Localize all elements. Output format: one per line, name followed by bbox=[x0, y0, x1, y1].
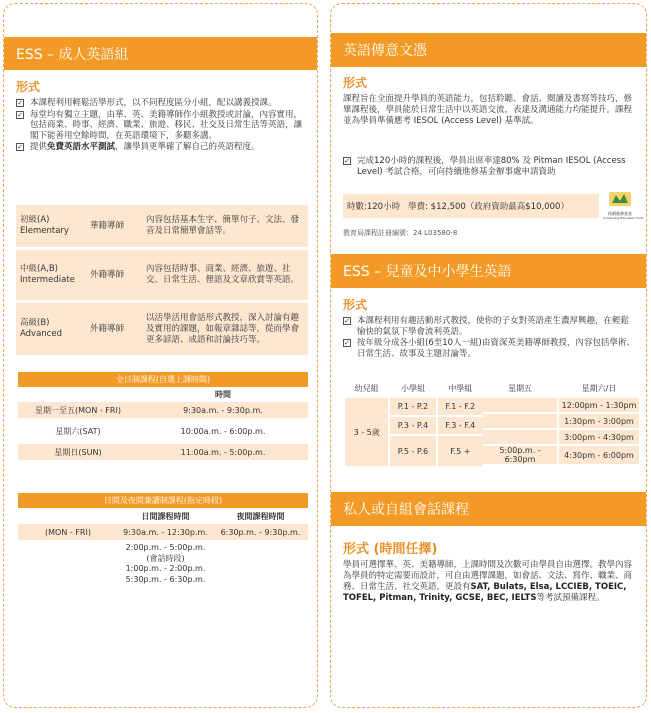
esol-title-bar bbox=[331, 33, 646, 67]
esol-hours: 時數:120小時 bbox=[347, 202, 401, 212]
checkbox-icon: ✓ bbox=[17, 99, 23, 107]
checkbox-icon: ✓ bbox=[17, 143, 23, 151]
table-row: 星期日(SUN) 11:00a.m. - 5:00p.m. bbox=[18, 444, 308, 460]
checkbox-icon: ✓ bbox=[17, 110, 23, 119]
private-title-bar bbox=[331, 492, 646, 526]
private-title: 私人或自組會話課程 bbox=[343, 502, 469, 518]
ess-adult-title-bar bbox=[4, 37, 317, 70]
child-groups-table: 幼兒組 小學組 中學組 3 - 5歲 P.1 - P.2 F.1 - F.2 P.3 - P.4 F.3 - F.4 P.5 - P.6 F.5 + bbox=[343, 378, 485, 468]
cef-logo-icon bbox=[608, 190, 632, 208]
fulltime-title: 全日制課程(自選上課時間) bbox=[18, 372, 308, 387]
esol-fee: 學費: $12,500（政府資助最高$10,000） bbox=[408, 202, 569, 212]
table-row: (MON - FRI) 9:30a.m. - 12:30p.m. 6:30p.m. - 9:30p.m. bbox=[18, 524, 308, 540]
daynight-table: 日間及夜間兼讀制課程(指定時段) 日間課程時間 夜間課程時間 (MON - FRI) 9:30a.m. - 12:30p.m. 6:30p.m. - 9:30p.m. 2:00p.m. - 5:00p.m. (會話時段) 1:00p.m. - 2:00p.m. 5:30p.m. - 6:30p.m. bbox=[18, 493, 308, 585]
esol-format-heading: 形式 bbox=[343, 76, 368, 90]
list-item: ✓ 每堂均有獨立主題，由華、英、美籍導師作小組教授或討論，內容實用，包括商業、時事、經濟、職業、旅遊、移民、社交及日常生活等英語，讓閣下能善用空餘時間，在英語環境下，多聽多講。 bbox=[17, 109, 303, 141]
list-item: ✓ 按年級分成各小組(6至10人一組)由資深英美籍導師教授，內容包括學術、日常生活、故事及主題討論等。 bbox=[344, 338, 635, 359]
checkbox-icon: ✓ bbox=[344, 339, 350, 347]
right-panel bbox=[330, 3, 647, 708]
esol-reg-no: 教育局課程註冊編號：24 L03580-8 bbox=[343, 229, 458, 237]
table-row: 中級(A,B) Intermediate 外籍導師 內容包括時事、商業、經濟、旅遊、社交、日常生活、俚語及文章欣賞等英語。 bbox=[16, 250, 308, 300]
level-table bbox=[16, 202, 308, 358]
left-panel bbox=[3, 3, 318, 708]
private-format-heading: 形式 (時間任擇) bbox=[343, 542, 438, 557]
ess-child-title-bar bbox=[331, 254, 646, 288]
ess-child-format-heading: 形式 bbox=[343, 298, 368, 312]
esol-fee-box bbox=[343, 194, 599, 218]
esol-description: 課程旨在全面提升學員的英語能力，包括聆聽、會話、閱讀及書寫等技巧，修畢課程後，學員能於日常生活中以英語交流，表達及溝通能力均能提升。課程並為學員準備應考 IESOL (Access Level) 基準試。 bbox=[343, 94, 633, 126]
list-item: ✓ 提供免費英語水平測試，讓學員更準確了解自己的英語程度。 bbox=[17, 142, 260, 152]
checkbox-icon: ✓ bbox=[344, 317, 350, 325]
ess-child-title: ESS – 兒童及中小學生英語 bbox=[343, 264, 512, 280]
daynight-title: 日間及夜間兼讀制課程(指定時段) bbox=[18, 493, 308, 508]
list-item: ✓ 本課程利用有趣活動形式教授，使你的子女對英語產生濃厚興趣，在輕鬆愉快的氣氛下學會流利英語。 bbox=[344, 316, 630, 337]
cef-logo: 持續進修基金 Continuing Education Fund bbox=[603, 190, 637, 220]
esol-title: 英語傳意文憑 bbox=[343, 43, 427, 59]
child-times-table: 星期五 星期六/日 12:00pm - 1:30pm 1:30pm - 3:00pm 3:00pm - 4:30pm 5:00p.m. - 6:30pm 4:30pm - 6:00pm bbox=[481, 378, 641, 466]
list-item: ✓ 完成120小時的課程後，學員出席率達80% 及 Pitman IESOL (Access Level) 考試合格，可向持續進修基金辦事處申請資助 bbox=[344, 156, 626, 177]
ess-child-items bbox=[343, 316, 637, 360]
private-description: 學員可選擇華、英、美籍導師，上課時間及次數可由學員自由選擇。教學內容為學員的特定需要而設計，可自由選擇課題，如會話、文法、寫作、職業、商務、日常生活、社交英語，更設有SAT, Bulats, Elsa, LCCIEB, TOEIC, TOFEL, Pitman, Trinity, GCSE, BEC, IELTS等考試預備課程。 bbox=[343, 560, 633, 603]
esol-items bbox=[343, 156, 637, 178]
ess-adult-items bbox=[16, 98, 308, 154]
fulltime-time-header: 時間 bbox=[138, 387, 308, 402]
table-row: 2:00p.m. - 5:00p.m. (會話時段) 1:00p.m. - 2:00p.m. 5:30p.m. - 6:30p.m. bbox=[125, 543, 206, 584]
fulltime-table bbox=[18, 372, 308, 460]
ess-adult-title: ESS – 成人英語組 bbox=[16, 46, 129, 63]
table-row: 高級(B) Advanced 外籍導師 以活學活用會話形式教授，深入討論有趣及實用的課題，如報章雜誌等，從而學會更多諺語、成語和討論技巧等。 bbox=[16, 303, 308, 355]
checkbox-icon: ✓ bbox=[344, 157, 350, 165]
table-row: 星期六(SAT) 10:00a.m. - 6:00p.m. bbox=[55, 426, 266, 436]
table-row: 星期一至五(MON - FRI) 9:30a.m. - 9:30p.m. bbox=[18, 402, 308, 418]
ess-adult-format-heading: 形式 bbox=[16, 80, 41, 94]
list-item: ✓ 本課程利用輕鬆活學形式，以不同程度區分小組，配以講義授課。 bbox=[17, 98, 277, 108]
table-row: 初級(A) Elementary 華籍導師 內容包括基本生字、簡單句子、文法、發音及日常簡單會話等。 bbox=[16, 205, 308, 247]
